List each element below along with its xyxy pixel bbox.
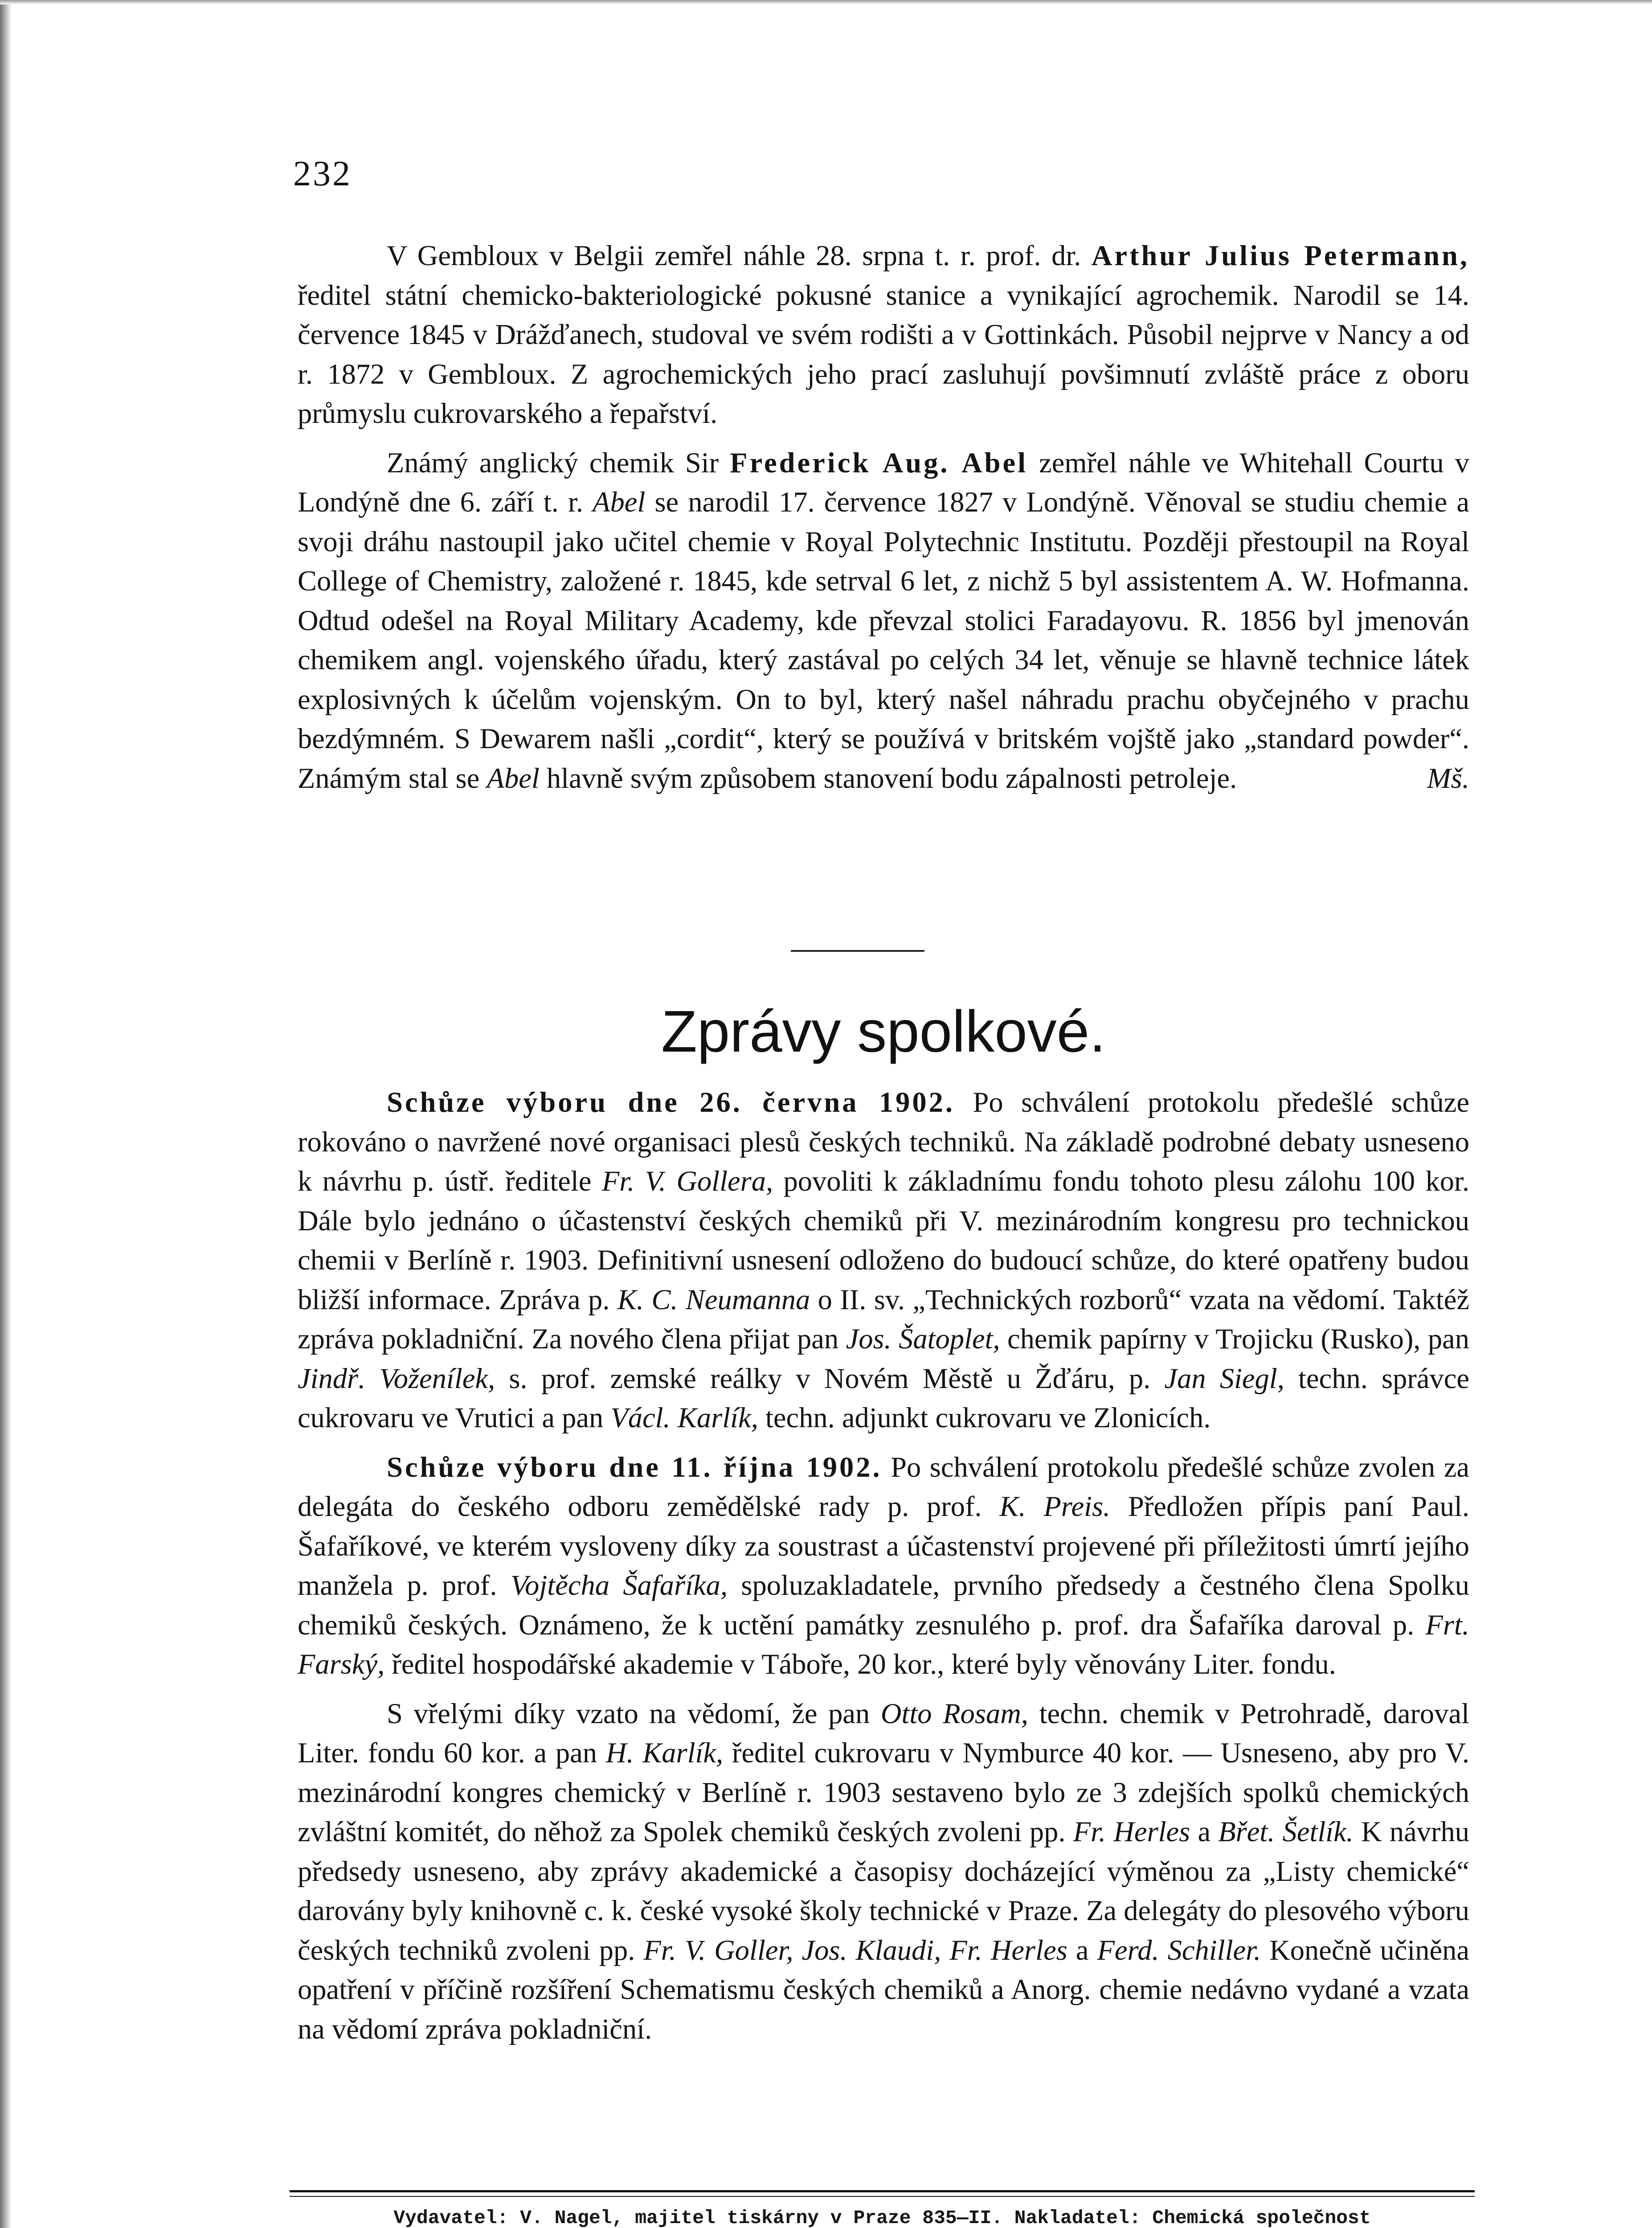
imprint-footer — [290, 2203, 1475, 2228]
obituary-petermann: V Gembloux v Belgii zemřel náhle 28. srpna t. r. prof. dr. Arthur Julius Petermann, ředitel státní chemicko-bakteriologické pokusné stanice a vynikající agrochemik. Narodil se 14. července 1845 v Drážďanech, studoval ve svém rodišti a v Gottinkách. Působil nejprve v Nancy a od r. 1872 v Gembloux. Z agrochemických jeho prací zasluhují povšimnutí zvláště práce z oboru průmyslu cukrovarského a řepařství. — [298, 240, 1469, 429]
meeting-june-1902: Schůze výboru dne 26. června 1902. Po schválení protokolu předešlé schůze rokováno o navržené nové organisaci plesů českých techniků. Na základě podrobné debaty usneseno k návrhu p. ústř. ředitele Fr. V. Gollera, povoliti k základnímu fondu tohoto plesu zálohu 100 kor. Dále bylo jednáno o účastenství českých chemiků při V. mezinárodním kongresu pro technickou chemii v Berlíně r. 1903. Definitivní usnesení odloženo do budoucí schůze, do které opatřeny budou bližší informace. Zpráva p. K. C. Neumanna o II. sv. „Technických rozborů“ vzata na vědomí. Taktéž zpráva pokladniční. Za nového člena přijat pan Jos. Šatoplet, chemik papírny v Trojicku (Rusko), pan Jindř. Voženílek, s. prof. zemské reálky v Novém Městě u Žďáru, p. Jan Siegl, techn. správce cukrovaru ve Vrutici a pan Václ. Karlík, techn. adjunkt cukrovaru ve Zlonicích. — [298, 1086, 1470, 1433]
section-heading: Zprávy spolkové. — [661, 999, 1106, 1064]
meeting-title: Schůze výboru dne 26. června 1902. — [387, 1086, 955, 1118]
footer-divider — [290, 2190, 1475, 2197]
obituary-abel: Známý anglický chemik Sir Frederick Aug. Abel zemřel náhle ve Whitehall Courtu v Londýně dne 6. září t. r. Abel se narodil 17. července 1827 v Londýně. Věnoval se studiu chemie a svoji dráhu nastoupil jako učitel chemie v Royal Polytechnic Institutu. Později přestoupil na Royal College of Chemistry, založené r. 1845, kde setrval 6 let, z nichž 5 byl assistentem A. W. Hofmanna. Odtud odešel na Royal Military Academy, kde převzal stolici Faradayovu. R. 1856 byl jmenován chemikem angl. vojenského úřadu, který zastával po celých 34 let, věnuje se hlavně technice látek explosivných k účelům vojenským. On to byl, který našel náhradu prachu obyčejného v prachu bezdýmném. S Dewarem našli „cordit“, který se používá v britském vojště jako „standard powder“. Známým stal se Abel hlavně svým způsobem stanovení bodu zápalnosti petroleje. Mš. — [298, 443, 1469, 799]
meeting-october-1902: Schůze výboru dne 11. října 1902. Po schválení protokolu předešlé schůze zvolen za delegáta do českého odboru zemědělské rady p. prof. K. Preis. Předložen přípis paní Paul. Šafaříkové, ve kterém vysloveny díky za soustrast a účastenství projevené při příležitosti úmrtí jejího manžela p. prof. Vojtěcha Šafaříka, spoluzakladatele, prvního předsedy a čestného člena Spolku chemiků českých. Oznámeno, že k uctění památky zesnulého p. prof. dra Šafaříka daroval p. Frt. Farský, ředitel hospodářské akademie v Táboře, 20 kor., které byly věnovány Liter. fondu. — [298, 1451, 1470, 1680]
obituaries-section — [298, 236, 1469, 798]
society-news-section — [298, 1083, 1469, 2049]
scan-edge-left — [0, 0, 12, 2228]
person-name: Arthur Julius Petermann, — [1091, 240, 1469, 271]
page-number: 232 — [293, 154, 352, 193]
imprint-line-1: Vydavatel: V. Nagel, majitel tiskárny v Praze 835—II. Nakladatel: Chemická společnost — [393, 2207, 1371, 2228]
meeting-title: Schůze výboru dne 11. října 1902. — [387, 1451, 882, 1483]
author-signature: Mš. — [1427, 762, 1469, 794]
person-name: Frederick Aug. Abel — [730, 446, 1028, 479]
section-divider — [791, 950, 924, 952]
scan-edge-top — [0, 0, 1652, 4]
meeting-october-1902-continued: S vřelými díky vzato na vědomí, že pan Otto Rosam, techn. chemik v Petrohradě, daroval Liter. fondu 60 kor. a pan H. Karlík, ředitel cukrovaru v Nymburce 40 kor. — Usneseno, aby pro V. mezinárodní kongres chemický v Berlíně r. 1903 sestaveno bylo ze 3 zdejších spolků chemických zvláštní komitét, do něhož za Spolek chemiků českých zvoleni pp. Fr. Herles a Břet. Šetlík. K návrhu předsedy usneseno, aby zprávy akademické a časopisy docházející výměnou za „Listy chemické“ darovány byly knihovně c. k. české vysoké školy technické v Praze. Za delegáty do plesového výboru českých techniků zvoleni pp. Fr. V. Goller, Jos. Klaudi, Fr. Herles a Ferd. Schiller. Konečně učiněna opatření v příčině rozšíření Schematismu českých chemiků a Anorg. chemie nedávno vydané a vzata na vědomí zpráva pokladniční. — [298, 1697, 1470, 2045]
